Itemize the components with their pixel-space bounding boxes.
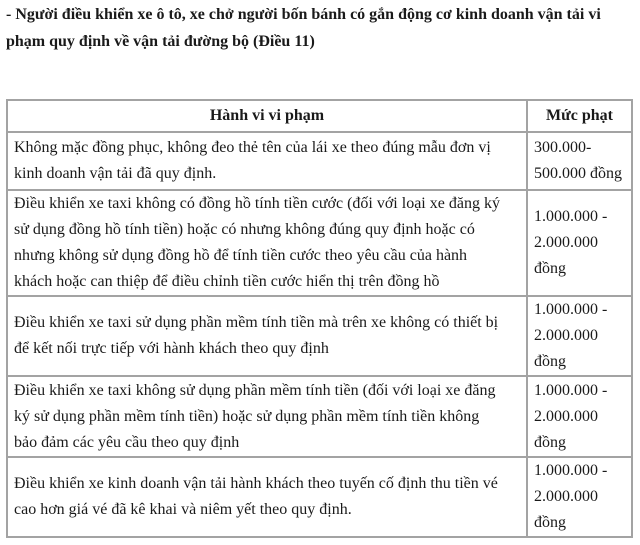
violation-cell [7,190,527,296]
violation-line: cao hơn giá vé đã kê khai và niêm yết theo quy định. [14,501,352,518]
heading-line: phạm quy định về vận tải đường bộ (Điều 11) [6,33,315,50]
section-heading [6,1,636,55]
violation-cell [7,376,527,457]
fine-cell [527,296,632,376]
violation-line: Điều khiển xe taxi không sử dụng phần mềm tính tiền (đối với loại xe đăng [14,381,496,399]
violation-line: khách hoặc can thiệp để điều chỉnh tiền cước hiển thị trên đồng hồ [14,273,440,290]
fine-line: đồng [534,433,566,451]
violation-line: Điều khiển xe taxi sử dụng phần mềm tính tiền mà trên xe không có thiết bị [14,314,499,331]
violation-line: để kết nối trực tiếp với hành khách theo quy định [14,340,329,357]
fines-table [6,99,633,538]
table-row [7,190,632,296]
fine-line: 2.000.000 [534,488,598,505]
table-row [7,296,632,376]
violation-cell [7,296,527,376]
table-row [7,457,632,537]
fine-line: 1.000.000 - [534,462,608,479]
fine-cell [527,190,632,296]
fine-cell [527,132,632,190]
violation-line: ký sử dụng phần mềm tính tiền) hoặc sử dụng phần mềm tính tiền không [14,407,480,425]
fine-line: đồng [534,353,566,370]
violation-line: bảo đảm các yêu cầu theo quy định [14,433,240,451]
fine-line: 1.000.000 - [534,301,608,318]
header-violation: Hành vi vi phạm [7,100,527,132]
violation-cell [7,132,527,190]
violation-line: Điều khiển xe kinh doanh vận tải hành khách theo tuyến cố định thu tiền vé [14,475,498,492]
fine-line: 1.000.000 - [534,381,608,399]
fine-line: đồng [534,260,566,277]
table-header-row [7,100,632,132]
header-fine: Mức phạt [527,100,632,132]
fine-cell [527,376,632,457]
fine-line: đồng [534,514,566,531]
fine-line: 2.000.000 [534,234,598,251]
fine-line: 300.000- [534,139,592,156]
fine-line: 1.000.000 - [534,208,608,225]
table-row [7,376,632,457]
violation-line: nhưng không sử dụng đồng hồ để tính tiền cước theo yêu cầu của hành [14,247,468,264]
violation-line: Điều khiển xe taxi không có đồng hồ tính tiền cước (đối với loại xe đăng ký [14,195,500,212]
violation-line: Không mặc đồng phục, không đeo thẻ tên của lái xe theo đúng mẫu đơn vị [14,139,491,156]
violation-line: kinh doanh vận tải đã quy định. [14,165,217,182]
fine-cell [527,457,632,537]
table-row [7,132,632,190]
fine-line: 500.000 đồng [534,165,622,182]
fine-line: 2.000.000 [534,407,598,425]
violation-line: sử dụng đồng hồ tính tiền) hoặc có nhưng không đúng quy định hoặc có [14,221,475,238]
violation-cell [7,457,527,537]
fine-line: 2.000.000 [534,327,598,344]
heading-line: - Người điều khiển xe ô tô, xe chở người bốn bánh có gắn động cơ kinh doanh vận tải vi [6,6,601,23]
